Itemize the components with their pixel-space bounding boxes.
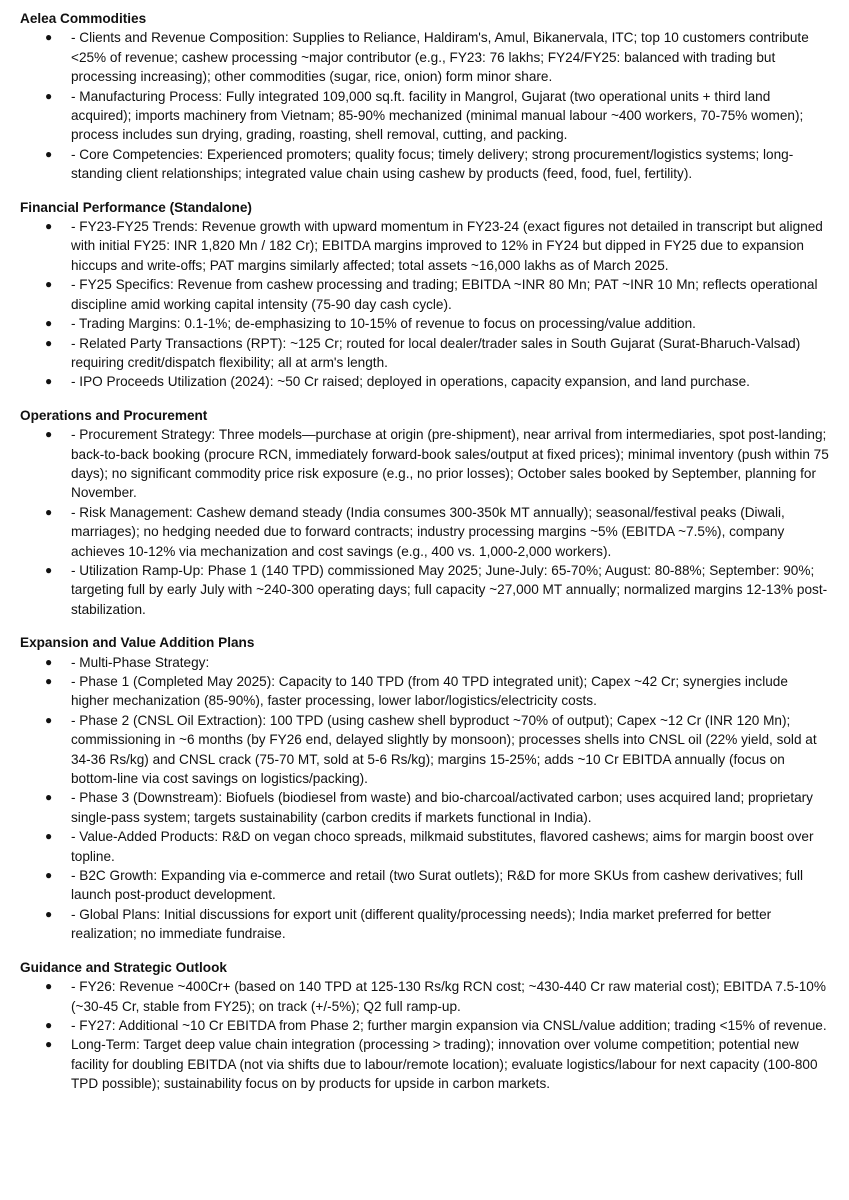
list-item: [20, 561, 829, 619]
bullet-list: [20, 28, 829, 183]
list-item: [20, 87, 829, 145]
bullet-icon: ●: [45, 30, 53, 45]
list-item: [20, 1016, 829, 1035]
section-heading: Financial Performance (Standalone): [20, 199, 252, 215]
list-item: [20, 372, 829, 391]
list-item: [20, 503, 829, 561]
list-item-text: - Core Competencies: Experienced promoters; quality focus; timely delivery; strong procurement/logistics systems; long-standing client relationships; integrated value chain using cashew by products (feed, food, fuel, fertility).: [71, 146, 794, 182]
list-item: [20, 905, 829, 944]
bullet-icon: ●: [45, 562, 53, 577]
list-item-text: Long-Term: Target deep value chain integration (processing > trading); innovation over volume competition; potential new facility for doubling EBITDA (not via shifts due to labour/remote location); evaluate logistics/labour for next capacity (100-800 TPD possible); sustainability focus on by products for upside in carbon markets.: [71, 1037, 818, 1092]
bullet-icon: ●: [45, 427, 53, 442]
section-heading: Expansion and Value Addition Plans: [20, 635, 255, 651]
list-item: [20, 425, 829, 503]
list-item-text: - Phase 3 (Downstream): Biofuels (biodiesel from waste) and bio-charcoal/activated carbon; uses acquired land; proprietary single-pass system; targets sustainability (carbon credits if markets functional in India).: [71, 790, 813, 825]
list-item-text: - Value-Added Products: R&D on vegan choco spreads, milkmaid substitutes, flavored cashews; aims for margin boost over topline.: [71, 829, 814, 864]
list-item: [20, 827, 829, 866]
bullet-icon: ●: [45, 504, 53, 519]
section-guidance-outlook: [20, 958, 829, 1094]
list-item-text: - FY23-FY25 Trends: Revenue growth with upward momentum in FY23-24 (exact figures not detailed in transcript but aligned with initial FY25: INR 1,820 Mn / 182 Cr); EBITDA margins improved to 12% in FY24 but dipped in FY25 due to expansion hiccups and write-offs; PAT margins similarly affected; total assets ~16,000 lakhs as of March 2025.: [71, 219, 823, 273]
bullet-icon: ●: [45, 219, 53, 234]
list-item: [20, 275, 829, 314]
list-item: [20, 217, 829, 275]
list-item: [20, 145, 829, 184]
section-operations-procurement: [20, 406, 829, 619]
list-item-text: - Utilization Ramp-Up: Phase 1 (140 TPD) commissioned May 2025; June-July: 65-70%; August: 80-88%; September: 90%; targeting full by early July with ~240-300 operating days; full capacity ~27,000 MT annually; normalized margins 12-13% post-stabilization.: [71, 562, 828, 617]
list-item-text: - Procurement Strategy: Three models—purchase at origin (pre-shipment), near arrival from intermediaries, spot post-landing; back-to-back booking (procure RCN, immediately forward-book sales/output at fixed prices); minimal inventory (push within 75 days); no significant commodity price risk exposure (e.g., no prior losses); October sales booked by September, planning for November.: [71, 427, 829, 501]
list-item-text: - Manufacturing Process: Fully integrated 109,000 sq.ft. facility in Mangrol, Gujarat (two operational units + third land acquired); imports machinery from Vietnam; 85-90% mechanized (minimal manual labour ~400 workers, 70-75% women); process includes sun drying, grading, roasting, shell removal, cutting, and packing.: [71, 88, 804, 143]
bullet-icon: ●: [45, 868, 53, 883]
bullet-icon: ●: [45, 88, 53, 103]
section-financial-performance: [20, 198, 829, 392]
list-item-text: - Phase 2 (CNSL Oil Extraction): 100 TPD (using cashew shell byproduct ~70% of output); Capex ~12 Cr (INR 120 Mn); commissioning in ~6 months (by FY26 end, delayed slightly by monsoon); processes shells into CNSL oil (22% yield, sold at 34-36 Rs/kg) and CNSL crack (75-70 MT, sold at 5-6 Rs/kg); margins 15-25%; adds ~10 Cr EBITDA annually (focus on bottom-line via cost savings on logistics/packing).: [71, 712, 817, 787]
bullet-icon: ●: [45, 335, 53, 350]
list-item-text: - Global Plans: Initial discussions for export unit (different quality/processing needs); India market preferred for better realization; no immediate fundraise.: [71, 906, 772, 942]
list-item-text: - FY25 Specifics: Revenue from cashew processing and trading; EBITDA ~INR 80 Mn; PAT ~INR 10 Mn; reflects operational discipline amid working capital intensity (75-90 day cash cycle).: [71, 277, 818, 312]
list-item-text: - Related Party Transactions (RPT): ~125 Cr; routed for local dealer/trader sales in South Gujarat (Surat-Bharuch-Valsad) requiring credit/dispatch flexibility; all at arm's length.: [71, 335, 801, 370]
list-item: [20, 334, 829, 373]
bullet-icon: ●: [45, 1017, 53, 1032]
bullet-icon: ●: [45, 979, 53, 994]
bullet-icon: ●: [45, 829, 53, 844]
bullet-list: [20, 217, 829, 392]
list-item-text: - Trading Margins: 0.1-1%; de-emphasizing to 10-15% of revenue to focus on processing/value addition.: [71, 316, 696, 332]
bullet-icon: ●: [45, 1037, 53, 1052]
section-heading: Operations and Procurement: [20, 407, 208, 423]
list-item-text: - IPO Proceeds Utilization (2024): ~50 Cr raised; deployed in operations, capacity expansion, and land purchase.: [71, 374, 750, 390]
section-heading: Guidance and Strategic Outlook: [20, 959, 227, 975]
list-item: [20, 28, 829, 86]
bullet-icon: ●: [45, 674, 53, 688]
list-item: [20, 672, 829, 711]
bullet-icon: ●: [45, 712, 53, 727]
list-item-text: - FY27: Additional ~10 Cr EBITDA from Phase 2; further margin expansion via CNSL/value addition; trading <15% of revenue.: [71, 1017, 827, 1033]
list-item: [20, 711, 829, 789]
bullet-list: [20, 425, 829, 619]
bullet-icon: ●: [45, 146, 53, 161]
list-item: [20, 314, 829, 333]
list-item: [20, 653, 829, 672]
list-item: [20, 866, 829, 905]
bullet-list: [20, 977, 829, 1093]
list-item-text: - Multi-Phase Strategy:: [71, 654, 210, 670]
bullet-icon: ●: [45, 906, 53, 921]
list-item-text: - FY26: Revenue ~400Cr+ (based on 140 TPD at 125-130 Rs/kg RCN cost; ~430-440 Cr raw material cost); EBITDA 7.5-10% (~30-45 Cr, stable from FY25); on track (+/-5%); Q2 full ramp-up.: [71, 979, 826, 1014]
list-item-text: - Clients and Revenue Composition: Supplies to Reliance, Haldiram's, Amul, Bikanervala, ITC; top 10 customers contribute <25% of revenue; cashew processing ~major contributor (e.g., FY23: 76 lakhs; FY24/FY25: balanced with trading but processing increasing); other commodities (sugar, rice, onion) form minor share.: [71, 30, 809, 85]
list-item-text: - Risk Management: Cashew demand steady (India consumes 300-350k MT annually); seasonal/festival peaks (Diwali, marriages); no hedging needed due to forward contracts; industry processing margins ~5% (EBITDA ~7.5%), company achieves 10-12% via mechanization and cost savings (e.g., 400 vs. 1,000-2,000 workers).: [71, 504, 785, 559]
section-heading: Aelea Commodities: [20, 11, 147, 26]
section-expansion-plans: [20, 633, 829, 944]
bullet-list: [20, 653, 829, 944]
bullet-icon: ●: [45, 316, 53, 331]
list-item: [20, 977, 829, 1016]
list-item-text: - B2C Growth: Expanding via e-commerce and retail (two Surat outlets); R&D for more SKUs from cashew derivatives; full launch post-product development.: [71, 868, 804, 903]
list-item: [20, 788, 829, 827]
section-aelea-commodities: [20, 9, 829, 184]
list-item-text: - Phase 1 (Completed May 2025): Capacity to 140 TPD (from 40 TPD integrated unit); Capex ~42 Cr; synergies include higher mechanization (85-90%), faster processing, lower labor/logistics/electricity costs.: [71, 674, 788, 709]
bullet-icon: ●: [45, 374, 53, 389]
bullet-icon: ●: [45, 790, 53, 805]
bullet-icon: ●: [45, 277, 53, 292]
list-item: [20, 1035, 829, 1093]
bullet-icon: ●: [45, 654, 53, 669]
